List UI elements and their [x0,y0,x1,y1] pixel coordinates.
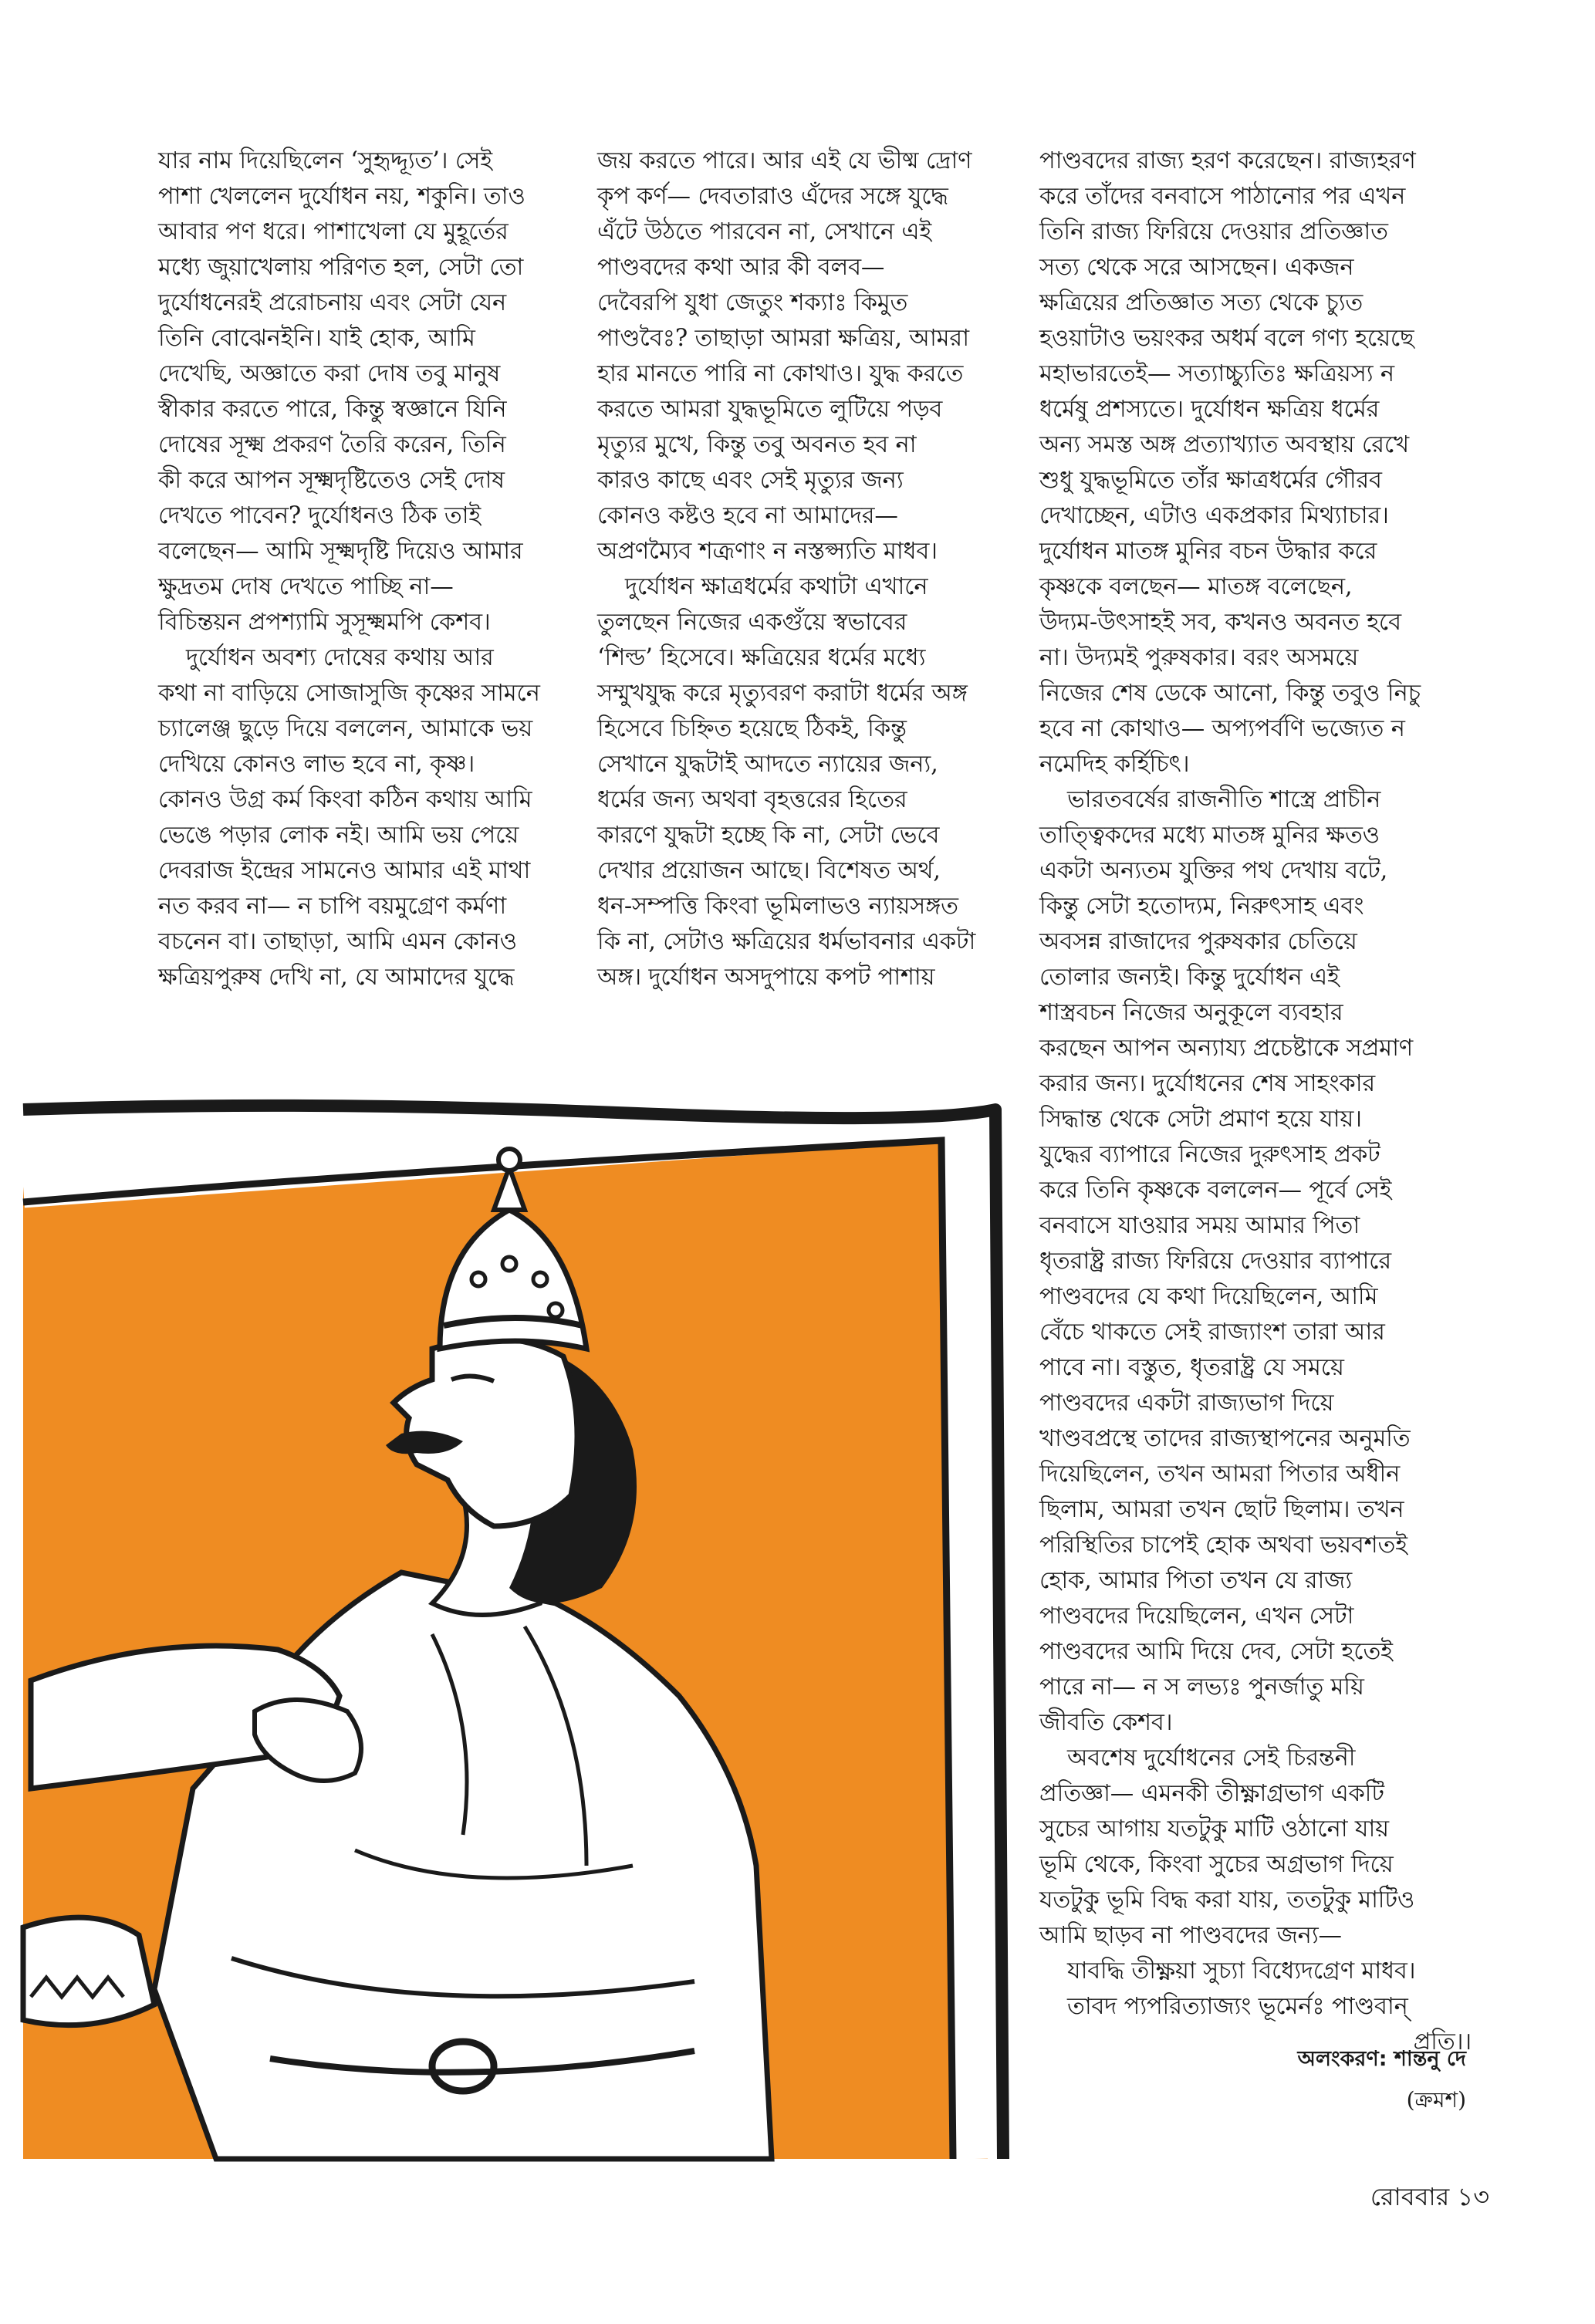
text-line: অপ্রণম্যৈব শত্রূণাং ন নস্তপ্স্যতি মাধব। [597,538,938,565]
text-line: যুদ্ধের ব্যাপারে নিজের দুরুৎসাহ প্রকট [1039,1141,1380,1168]
text-line: উদ্যম-উৎসাহই সব, কখনও অবনত হবে [1039,609,1401,636]
text-line: প্রতিজ্ঞা— এমনকী তীক্ষ্ণাগ্রভাগ একটি [1039,1780,1384,1807]
page-footer: রোববার ১৩ [1370,2182,1489,2211]
text-line: হবে না কোথাও— অপ্যপর্বণি ভজ্যেত ন [1039,715,1405,742]
text-line: পারে না— ন স লভ্যঃ পুনর্জাতু ময়ি [1039,1674,1364,1701]
text-line: প্রতি।। [1413,2028,1472,2055]
text-line: সত্য থেকে সরে আসছেন। একজন [1039,254,1354,281]
text-line: দেখেছি, অজ্ঞাতে করা দোষ তবু মানুষ [158,360,501,387]
text-column-2 [597,144,999,995]
text-line: অবসন্ন রাজাদের পুরুষকার চেতিয়ে [1039,928,1357,955]
text-line: দুর্যোধন মাতঙ্গ মুনির বচন উদ্ধার করে [1039,538,1377,565]
text-line: ধন-সম্পত্তি কিংবা ভূমিলাভও ন্যায়সঙ্গত [597,893,958,920]
text-line: যাবদ্ধি তীক্ষ্ণয়া সুচ্যা বিধ্যেদগ্রেণ মাধব। [1067,1957,1416,1985]
text-line: কোনও কষ্টও হবে না আমাদের— [597,502,898,529]
text-line: পাণ্ডবৈঃ? তাছাড়া আমরা ক্ষত্রিয়, আমরা [597,325,969,352]
text-line: ভূমি থেকে, কিংবা সুচের অগ্রভাগ দিয়ে [1039,1851,1394,1878]
text-line: দেবরাজ ইন্দ্রের সামনেও আমার এই মাথা [158,857,531,884]
text-line: দেবৈরপি যুধা জেতুং শক্যাঃ কিমুত [597,289,908,316]
text-line: অঙ্গ। দুর্যোধন অসদুপায়ে কপট পাশায় [597,964,935,991]
text-line: দোষের সূক্ষ্ম প্রকরণ তৈরি করেন, তিনি [158,431,506,458]
text-line: তুলছেন নিজের একগুঁয়ে স্বভাবের [597,609,907,636]
text-line: পাণ্ডবদের আমি দিয়ে দেব, সেটা হতেই [1039,1638,1393,1665]
text-line: হওয়াটাও ভয়ংকর অধর্ম বলে গণ্য হয়েছে [1039,325,1414,352]
text-line: অন্য সমস্ত অঙ্গ প্রত্যাখ্যাত অবস্থায় রেখে [1039,431,1409,458]
text-line: ধর্মের জন্য অথবা বৃহত্তরের হিতের [597,786,907,813]
text-line: পাবে না। বস্তুত, ধৃতরাষ্ট্র যে সময়ে [1039,1354,1344,1381]
text-line: মধ্যে জুয়াখেলায় পরিণত হল, সেটা তো [158,254,524,281]
text-line: যার নাম দিয়েছিলেন ‘সুহৃদ্দ্যূত’। সেই [158,147,492,174]
text-line: কিন্তু সেটা হতোদ্যম, নিরুৎসাহ এবং [1039,893,1364,920]
text-line: হিসেবে চিহ্নিত হয়েছে ঠিকই, কিন্তু [597,715,907,742]
text-line: কারণে যুদ্ধটা হচ্ছে কি না, সেটা ভেবে [597,822,940,849]
text-line: ছিলাম, আমরা তখন ছোট ছিলাম। তখন [1039,1496,1404,1523]
text-line: করে তাঁদের বনবাসে পাঠানোর পর এখন [1039,183,1406,210]
text-line: জীবতি কেশব। [1039,1709,1173,1736]
text-line: পাণ্ডবদের রাজ্য হরণ করেছেন। রাজ্যহরণ [1039,147,1416,174]
text-line: কি না, সেটাও ক্ষত্রিয়ের ধর্মভাবনার একটা [597,928,976,955]
text-line: এঁটে উঠতে পারবেন না, সেখানে এই [597,218,931,245]
text-line: কৃষ্ণকে বলছেন— মাতঙ্গ বলেছেন, [1039,573,1353,600]
text-line: ক্ষত্রিয়পুরুষ দেখি না, যে আমাদের যুদ্ধে [158,964,515,991]
duryodhana-illustration [0,1094,1019,2174]
text-line: দেখাচ্ছেন, এটাও একপ্রকার মিথ্যাচার। [1039,502,1389,529]
text-line: করতে আমরা যুদ্ধভূমিতে লুটিয়ে পড়ব [597,396,943,423]
text-line: হোক, আমার পিতা তখন যে রাজ্য [1039,1567,1353,1594]
text-line: কোনও উগ্র কর্ম কিংবা কঠিন কথায় আমি [158,786,532,813]
text-line: ক্ষুদ্রতম দোষ দেখতে পাচ্ছি না— [158,573,454,600]
text-line: নমেদিহ কর্হিচিৎ। [1039,751,1190,778]
text-line: সেখানে যুদ্ধটাই আদতে ন্যায়ের জন্য, [597,751,938,778]
text-line: অবশেষ দুর্যোধনের সেই চিরন্তনী [1067,1745,1356,1772]
text-line: দেখতে পাবেন? দুর্যোধনও ঠিক তাই [158,502,482,529]
text-line: ক্ষত্রিয়ের প্রতিজ্ঞাত সত্য থেকে চ্যুত [1039,289,1364,316]
text-line: মহাভারতেই— সত্যাচ্চ্যুতিঃ ক্ষত্রিয়স্য ন [1039,360,1394,387]
illustration-credit: অলংকরণ: শান্তনু দে [1297,2047,1466,2071]
text-line: আমি ছাড়ব না পাণ্ডবদের জন্য— [1039,1922,1342,1949]
text-line: ধর্মেষু প্রশস্যতে। দুর্যোধন ক্ষত্রিয় ধর্মের [1039,396,1380,423]
text-line: হার মানতে পারি না কোথাও। যুদ্ধ করতে [597,360,964,387]
text-line: ভারতবর্ষের রাজনীতি শাস্ত্রে প্রাচীন [1067,786,1381,813]
text-line: না। উদ্যমই পুরুষকার। বরং অসময়ে [1039,644,1359,671]
text-column-3 [1039,144,1472,2060]
text-line: পাণ্ডবদের একটা রাজ্যভাগ দিয়ে [1039,1390,1334,1417]
text-line: দেখিয়ে কোনও লাভ হবে না, কৃষ্ণ। [158,751,475,778]
text-line: শুধু যুদ্ধভূমিতে তাঁর ক্ষাত্রধর্মের গৌরব [1039,467,1382,494]
text-line: তিনি বোঝেনইনি। যাই হোক, আমি [158,325,475,352]
text-line: দিয়েছিলেন, তখন আমরা পিতার অধীন [1039,1461,1401,1488]
text-line: তোলার জন্যই। কিন্তু দুর্যোধন এই [1039,964,1340,991]
text-line: চ্যালেঞ্জ ছুড়ে দিয়ে বললেন, আমাকে ভয় [158,715,532,742]
text-line: বিচিন্তয়ন প্রপশ্যামি সুসূক্ষ্মমপি কেশব। [158,609,491,636]
text-line: খাণ্ডবপ্রস্থে তাদের রাজ্যস্থাপনের অনুমতি [1039,1425,1411,1452]
text-line: তাত্ত্বিকদের মধ্যে মাতঙ্গ মুনির ক্ষতও [1039,822,1380,849]
text-line: পাশা খেললেন দুর্যোধন নয়, শকুনি। তাও [158,183,525,210]
text-line: বনবাসে যাওয়ার সময় আমার পিতা [1039,1212,1360,1239]
text-line: বলেছেন— আমি সূক্ষ্মদৃষ্টি দিয়েও আমার [158,538,523,565]
text-line: জয় করতে পারে। আর এই যে ভীষ্ম দ্রোণ [597,147,972,174]
text-line: কৃপ কর্ণ— দেবতারাও এঁদের সঙ্গে যুদ্ধে [597,183,948,210]
text-line: করছেন আপন অন্যায্য প্রচেষ্টাকে সপ্রমাণ [1039,1035,1413,1062]
serial-note: (ক্রমশ) [1406,2087,1466,2113]
text-line: দুর্যোধনেরই প্ররোচনায় এবং সেটা যেন [158,289,507,316]
text-line: আবার পণ ধরে। পাশাখেলা যে মুহূর্তের [158,218,509,245]
text-line: পরিস্থিতির চাপেই হোক অথবা ভয়বশতই [1039,1532,1407,1559]
text-line: যতটুকু ভূমি বিদ্ধ করা যায়, ততটুকু মাটিও [1039,1887,1415,1914]
text-line: একটা অন্যতম যুক্তির পথ দেখায় বটে, [1039,857,1388,884]
text-line: দেখার প্রয়োজন আছে। বিশেষত অর্থ, [597,857,941,884]
text-line: ‘শিল্ড’ হিসেবে। ক্ষত্রিয়ের ধর্মের মধ্যে [597,644,926,671]
text-line: মৃত্যুর মুখে, কিন্তু তবু অবনত হব না [597,431,917,458]
text-line: সম্মুখযুদ্ধ করে মৃত্যুবরণ করাটা ধর্মের অঙ্গ [597,680,968,707]
text-column-1 [158,144,559,995]
text-line: কী করে আপন সূক্ষ্মদৃষ্টিতেও সেই দোষ [158,467,505,494]
text-line: কারও কাছে এবং সেই মৃত্যুর জন্য [597,467,904,494]
text-line: করে তিনি কৃষ্ণকে বললেন— পূর্বে সেই [1039,1177,1392,1204]
text-line: সিদ্ধান্ত থেকে সেটা প্রমাণ হয়ে যায়। [1039,1106,1362,1133]
text-line: পাণ্ডবদের কথা আর কী বলব— [597,254,885,281]
text-line: সুচের আগায় যতটুকু মাটি ওঠানো যায় [1039,1816,1389,1843]
text-line: শাস্ত্রবচন নিজের অনুকূলে ব্যবহার [1039,999,1343,1026]
text-line: স্বীকার করতে পারে, কিন্তু স্বজ্ঞানে যিনি [158,396,507,423]
text-line: দুর্যোধন ক্ষাত্রধর্মের কথাটা এখানে [625,573,928,600]
text-line: পাণ্ডবদের দিয়েছিলেন, এখন সেটা [1039,1603,1354,1630]
text-line: ধৃতরাষ্ট্র রাজ্য ফিরিয়ে দেওয়ার ব্যাপারে [1039,1248,1391,1275]
text-line: দুর্যোধন অবশ্য দোষের কথায় আর [186,644,494,671]
text-line: পাণ্ডবদের যে কথা দিয়েছিলেন, আমি [1039,1283,1378,1310]
text-line: তাবদ প্যপরিত্যাজ্যং ভূমের্নঃ পাণ্ডবান্ [1067,1993,1408,2020]
text-line: ভেঙে পড়ার লোক নই। আমি ভয় পেয়ে [158,822,519,849]
text-line: তিনি রাজ্য ফিরিয়ে দেওয়ার প্রতিজ্ঞাত [1039,218,1388,245]
text-line: নিজের শেষ ডেকে আনো, কিন্তু তবুও নিচু [1039,680,1421,707]
text-line: নত করব না— ন চাপি বয়মুগ্রেণ কর্মণা [158,893,507,920]
text-line: করার জন্য। দুর্যোধনের শেষ সাহংকার [1039,1070,1375,1097]
text-line: বচনেন বা। তাছাড়া, আমি এমন কোনও [158,928,517,955]
text-line: কথা না বাড়িয়ে সোজাসুজি কৃষ্ণের সামনে [158,680,540,707]
text-line: বেঁচে থাকতে সেই রাজ্যাংশ তারা আর [1039,1319,1385,1346]
